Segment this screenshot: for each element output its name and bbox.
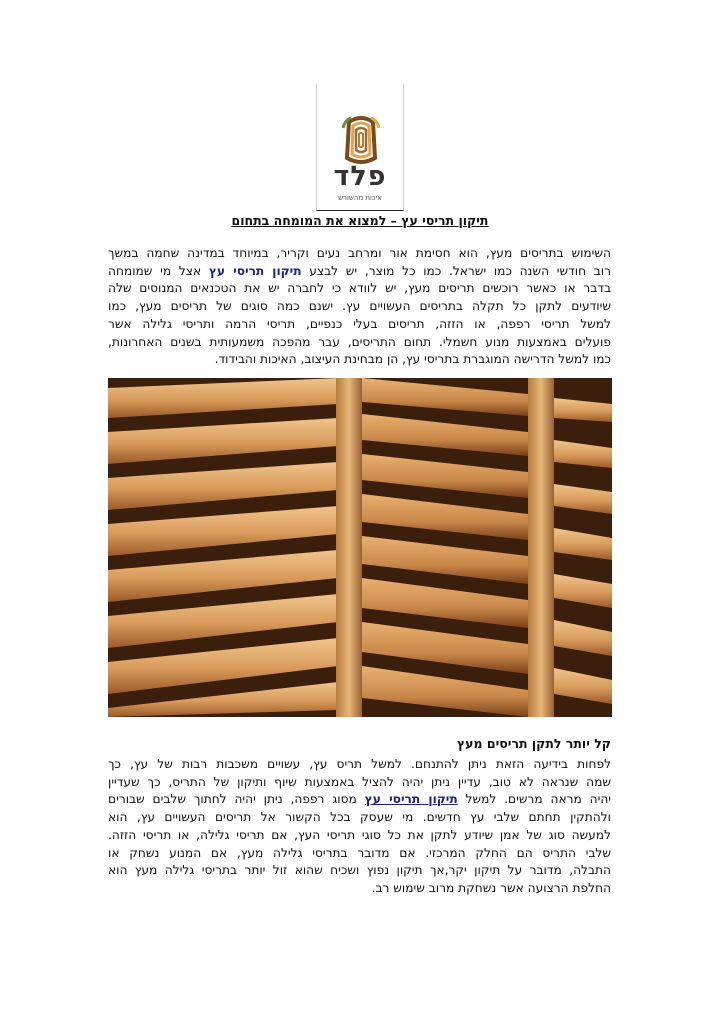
intro-line: בדבר או כאשר רוכשים תריסים מעץ, יש לוודא כי לחברה יש את הטכנאים המנוסים שלה bbox=[108, 281, 611, 296]
fingerprint-logo-icon bbox=[331, 114, 391, 166]
intro-line: רוב חודשי השנה כמו ישראל. כמו כל מוצר, יש לבצע תיקון תריסי עץ אצל מי שמומחה bbox=[108, 263, 611, 278]
right-stile bbox=[528, 378, 554, 717]
section2-line: יהיה מראה מרשים. למשל תיקון תריסי עץ מסוג רפפה, ניתן יהיה לחתוך שלבים שבורים bbox=[108, 792, 612, 807]
wooden-shutters-photo bbox=[108, 378, 612, 717]
section2-line: התבלה, מדובר על תיקון יקר,אך תיקון נפוץ ושכיח שהוא זול יותר בתריסי גלילה מעץ הוא bbox=[108, 863, 611, 878]
section2-line: למעשה סוג של אמן שיודע לתקן את כל סוגי תריסי העץ, אם תריסי גלילה, או תריסי הזזה. bbox=[108, 827, 611, 842]
section-heading: קל יותר לתקן תריסים מעץ bbox=[456, 736, 611, 751]
logo-wordmark: פלד bbox=[333, 161, 387, 192]
section2-line: החלפת הרצועה אשר נשחקת מרוב שימוש רב. bbox=[371, 880, 611, 895]
brand-logo bbox=[316, 84, 404, 211]
article-title: תיקון תריסי עץ – למצוא את המומחה בתחום bbox=[231, 213, 489, 228]
section2-line: שלבי התריס הם החלק המרכזי. אם מדובר בתריסי גלילה מעץ, אם המנוע נשחק או bbox=[108, 845, 611, 860]
shutters-illustration bbox=[108, 378, 612, 717]
section2-paragraph bbox=[108, 756, 611, 898]
section2-line: שמה שנראה לא טוב, עדיין ניתן יהיה להציל באמצעות שיוף ותיקון של התריס, כך שעדיין bbox=[108, 774, 611, 789]
intro-line: למשל תריסי רפפה, או הזזה, תריסים בעלי כנפיים, תריסי הרמה ותריסי גלילה אשר bbox=[108, 316, 611, 331]
intro-line: פועלים באמצעות מנוע חשמלי. תחום התריסים, עבר מהפכה משמעותית בשנים האחרונות, bbox=[108, 334, 611, 349]
intro-line: השימוש בתריסים מעץ, הוא חסימת אור ומרחב נעים וקריר, במיוחד במדינה שחמה במשך bbox=[108, 246, 611, 260]
section2-line: ולהתקין תחתם שלבי עץ חדשים. מי שעסק בכל הקשור אל תריסים העשויים עץ, הוא bbox=[108, 810, 611, 825]
center-stile bbox=[336, 378, 362, 717]
intro-paragraph bbox=[108, 245, 611, 369]
intro-line: כמו למשל הדרישה המוגברת בתריסי עץ, הן מבחינת העיצוב, האיכות והבידוד. bbox=[214, 352, 611, 367]
logo-tagline: איכות מהשורש bbox=[338, 194, 382, 202]
section2-line: לפחות בידיעה הזאת ניתן להתנחם. למשל תריס עץ, עשויים משכבות רבות של עץ, כך bbox=[108, 757, 611, 771]
intro-line: שיודעים לתקן כל תקלה בתריסים העשויים עץ. ישנם כמה סוגים של תריסים מעץ, כמו bbox=[108, 299, 611, 314]
keyword-link[interactable]: תיקון תריסי עץ bbox=[208, 263, 302, 278]
keyword-link[interactable]: תיקון תריסי עץ bbox=[364, 792, 458, 807]
